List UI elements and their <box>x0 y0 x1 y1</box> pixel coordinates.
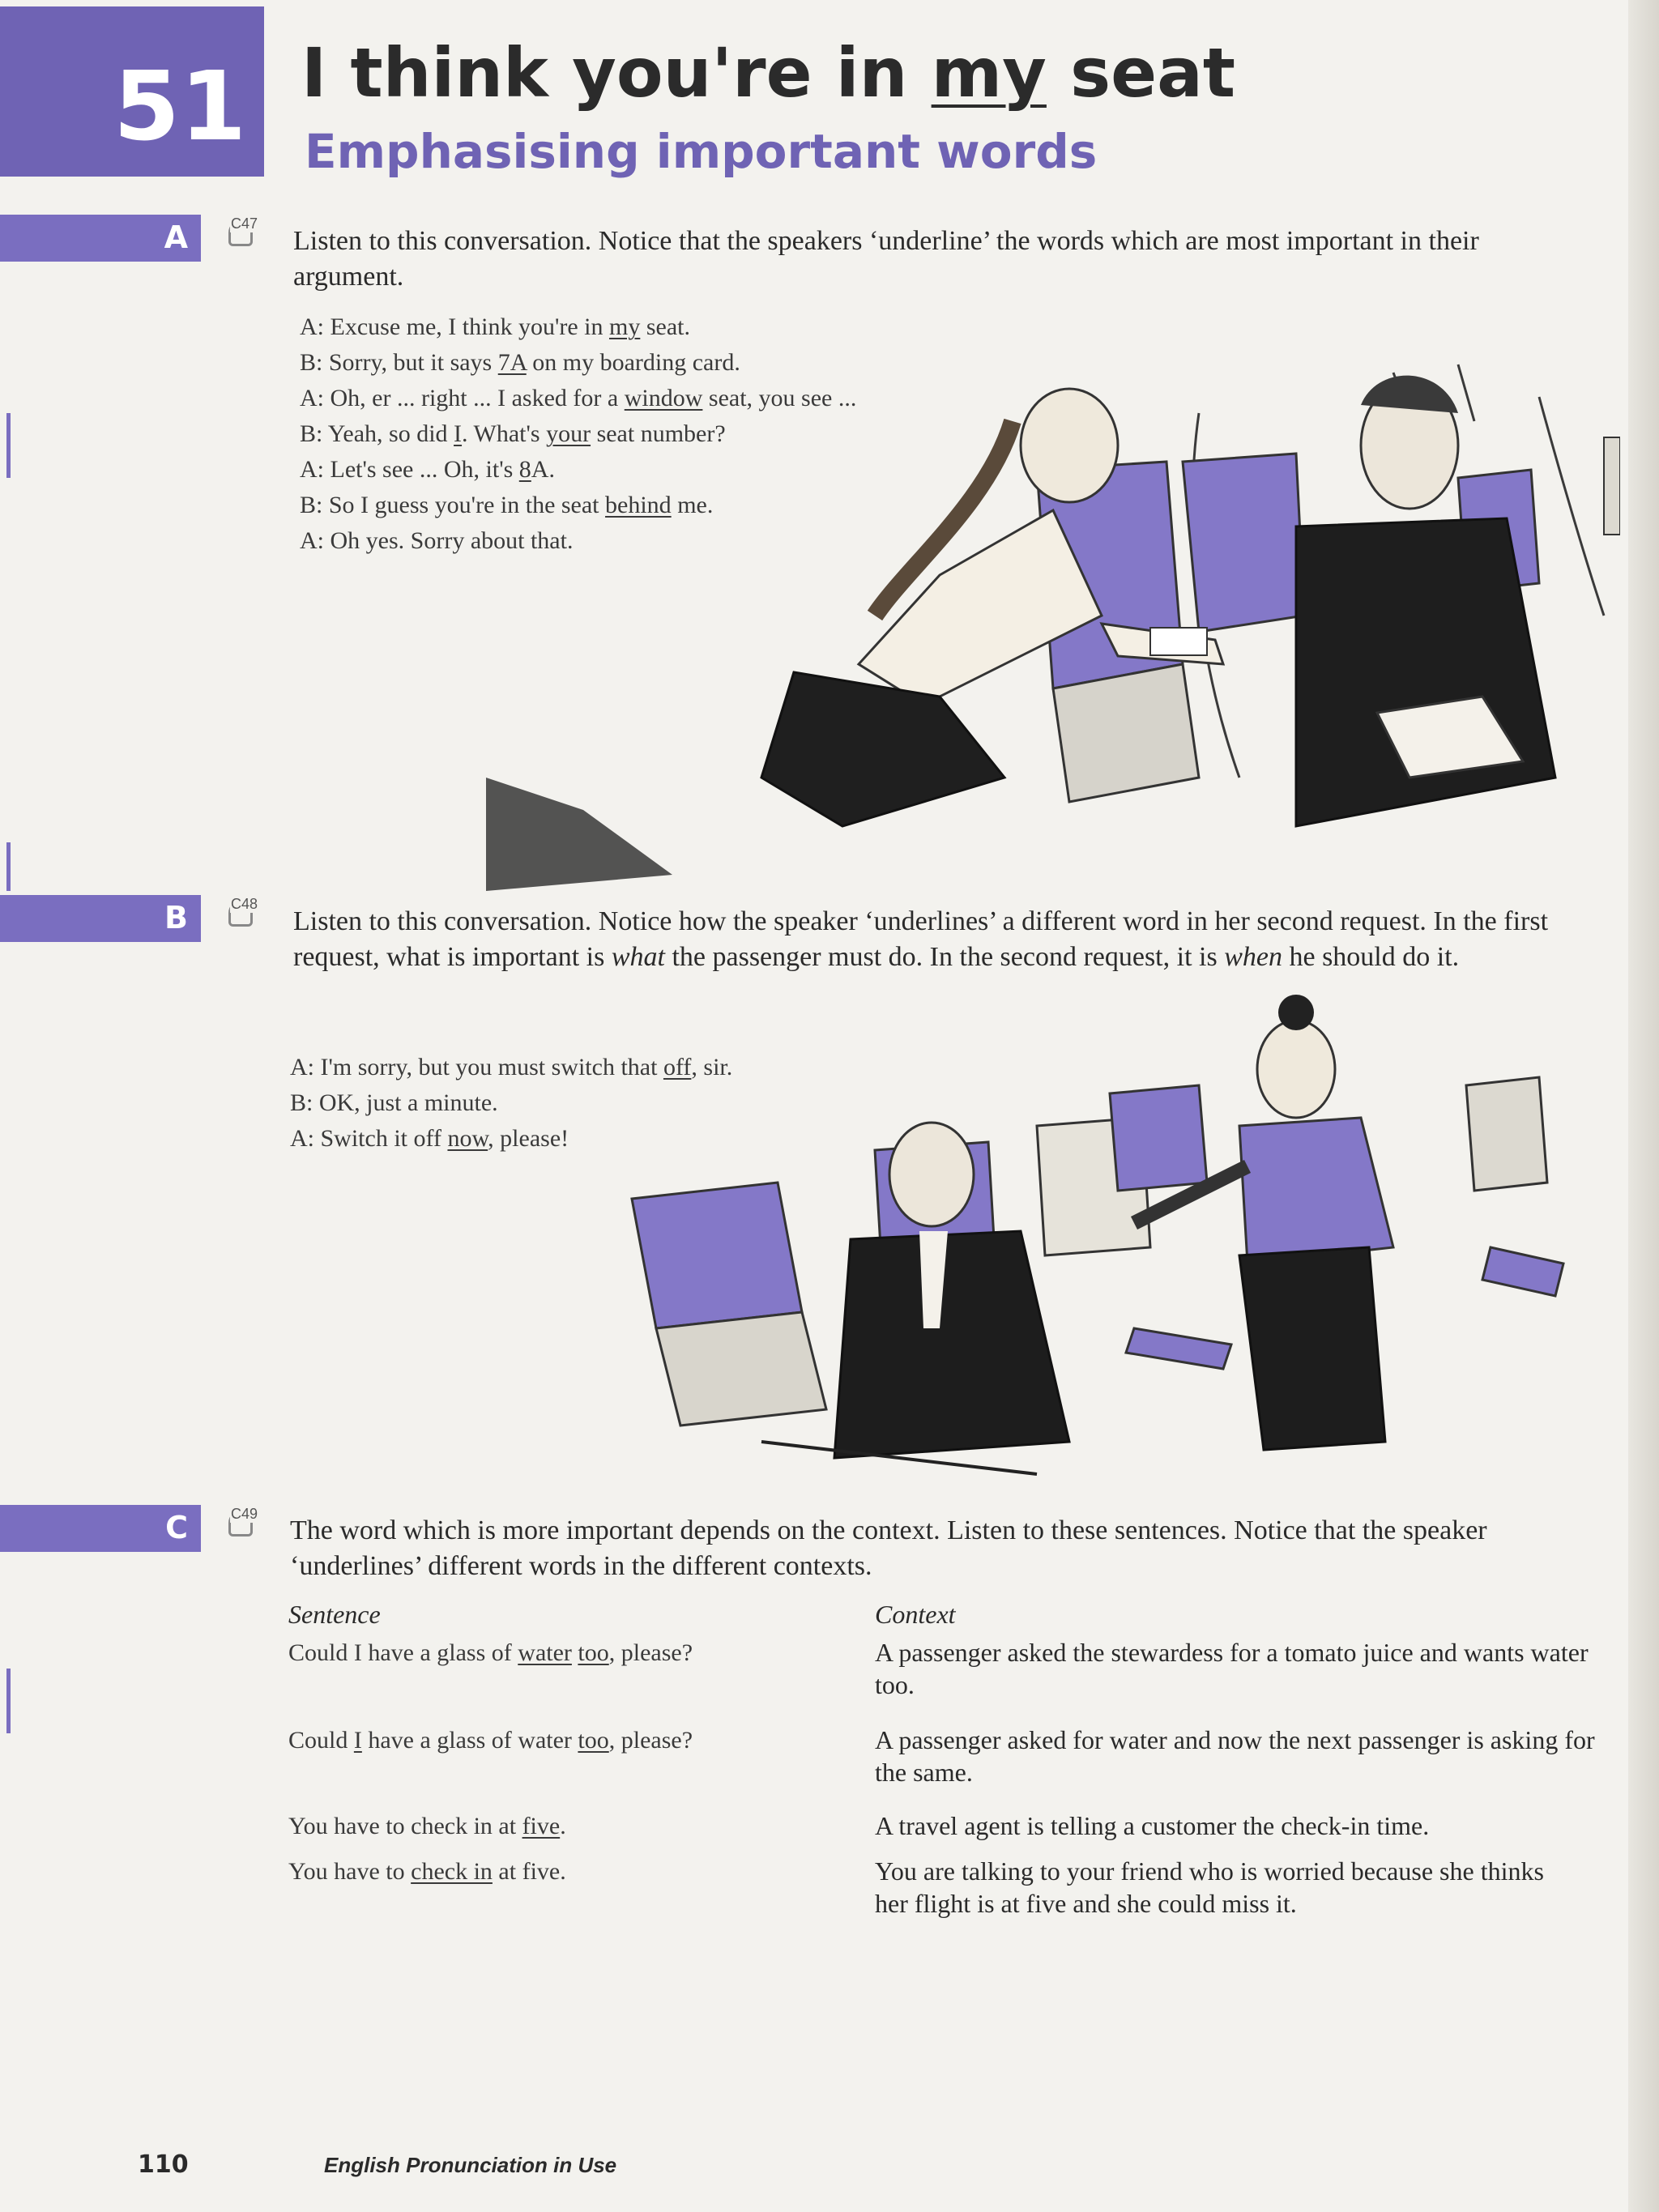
section-b-tab: B <box>0 895 201 942</box>
sentence-row: You have to check in at five. <box>288 1858 566 1885</box>
dialogue-line: A: Oh yes. Sorry about that. <box>300 527 574 554</box>
sentence-row: Could I have a glass of water too, please? <box>288 1727 693 1754</box>
book-title: English Pronunciation in Use <box>324 2153 617 2177</box>
illustration-airplane-seat-dispute <box>486 324 1620 891</box>
section-a-tab: A <box>0 215 201 262</box>
dialogue-line: A: Switch it off now, please! <box>290 1125 569 1152</box>
audio-track-c48[interactable] <box>199 893 256 941</box>
context-row: A travel agent is telling a customer the check-in time. <box>875 1811 1430 1840</box>
title-emphasis: my <box>931 33 1047 113</box>
headphones-icon: C47 <box>227 217 256 248</box>
dialogue-line: B: Sorry, but it says 7A on my boarding card. <box>300 349 740 376</box>
section-a-intro: Listen to this conversation. Notice that the speakers ‘underline’ the words which are most important in their argument. <box>293 226 1479 292</box>
audio-track-c49[interactable] <box>199 1502 256 1551</box>
illustration-stewardess-phone <box>616 988 1588 1507</box>
context-row: You are talking to your friend who is worried because she thinks her flight is at five and she could miss it. <box>875 1856 1544 1918</box>
dialogue-line: B: OK, just a minute. <box>290 1089 498 1116</box>
context-row: A passenger asked the stewardess for a tomato juice and wants water too. <box>875 1638 1589 1699</box>
dialogue-line: B: So I guess you're in the seat behind me. <box>300 492 714 518</box>
page-title: I think you're in my seat <box>301 33 1235 113</box>
page-edge <box>1628 0 1659 2212</box>
section-c-intro: The word which is more important depends on the context. Listen to these sentences. Notice that the speaker ‘underlines’ different words in the different contexts. <box>290 1515 1487 1581</box>
sentence-row: You have to check in at five. <box>288 1813 566 1839</box>
margin-mark <box>6 1669 11 1733</box>
dialogue-line: A: Oh, er ... right ... I asked for a window seat, you see ... <box>300 385 857 411</box>
dialogue-line: A: Excuse me, I think you're in my seat. <box>300 313 690 340</box>
margin-mark <box>6 413 11 478</box>
headphones-icon: C48 <box>227 897 256 928</box>
page-subtitle: Emphasising important words <box>305 124 1098 179</box>
context-row: A passenger asked for water and now the next passenger is asking for the same. <box>875 1725 1595 1787</box>
dialogue-line: A: I'm sorry, but you must switch that off, sir. <box>290 1054 733 1080</box>
unit-number: 51 <box>113 50 247 162</box>
headphones-icon: C49 <box>227 1507 256 1538</box>
margin-mark <box>6 842 11 891</box>
section-b-intro: Listen to this conversation. Notice how the speaker ‘underlines’ a different word in her second request. In the first request, what is important is what the passenger must do. In the second request, it is when he should do it. <box>293 906 1549 972</box>
column-header-sentence: Sentence <box>288 1600 381 1629</box>
sentence-row: Could I have a glass of water too, please? <box>288 1639 693 1666</box>
dialogue-line: B: Yeah, so did I. What's your seat number? <box>300 420 726 447</box>
dialogue-line: A: Let's see ... Oh, it's 8A. <box>300 456 555 483</box>
column-header-context: Context <box>875 1600 956 1629</box>
page-number: 110 <box>138 2150 189 2179</box>
section-c-tab: C <box>0 1505 201 1552</box>
audio-track-c47[interactable] <box>199 212 256 261</box>
